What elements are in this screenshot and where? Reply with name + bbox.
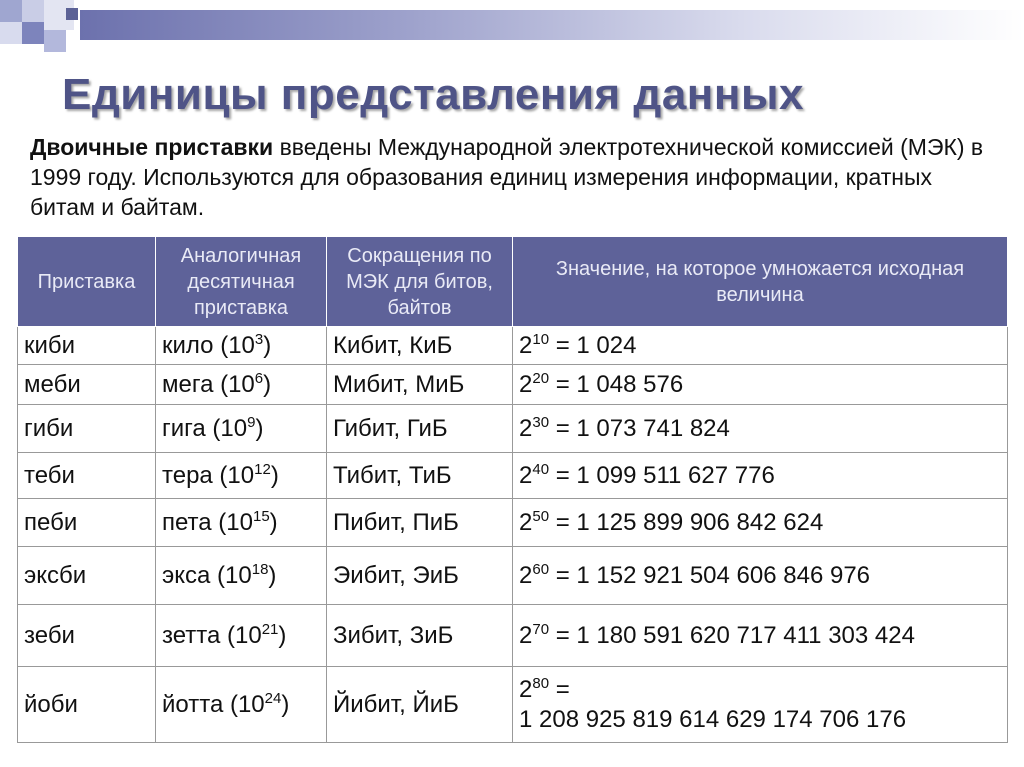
cell-prefix: йоби: [18, 667, 156, 743]
cell-multiplier-value: $2^{30} = 1$ 073 741 824: [513, 405, 1008, 453]
decor-square: [66, 8, 78, 20]
table-row: [18, 547, 1008, 605]
decimal-prefix-name: тера: [162, 461, 213, 489]
cell-iec-abbreviation: Мибит, МиБ: [327, 365, 513, 405]
cell-prefix: гиби: [18, 405, 156, 453]
multiplier-result: = 1 073 741 824: [549, 414, 730, 442]
cell-prefix: меби: [18, 365, 156, 405]
power-exponent: 70: [532, 620, 550, 638]
cell-iec-abbreviation: Кибит, КиБ: [327, 327, 513, 365]
multiplier-result: = 1 024: [549, 331, 637, 359]
header-prefix: Приставка: [18, 237, 156, 327]
decimal-exponent: 24: [264, 689, 282, 707]
decimal-prefix-name: кило: [162, 331, 214, 359]
decimal-prefix-name: пета: [162, 508, 212, 536]
cell-decimal-prefix: тера $(10^{12})$: [156, 453, 327, 499]
table-row: [18, 405, 1008, 453]
multiplier-result: = 1 152 921 504 606 846 976: [549, 561, 871, 589]
table-header-row: [18, 237, 1008, 327]
decimal-exponent: 18: [251, 560, 269, 578]
cell-multiplier-value: $2^{40} = 1$ 099 511 627 776: [513, 453, 1008, 499]
decimal-prefix-name: йотта: [162, 690, 224, 718]
power-exponent: 80: [532, 674, 550, 692]
multiplier-result: = 1 180 591 620 717 411 303 424: [549, 621, 915, 649]
power-exponent: 40: [532, 460, 550, 478]
cell-decimal-prefix: гига $(10^9)$: [156, 405, 327, 453]
cell-prefix: киби: [18, 327, 156, 365]
decor-square: [0, 0, 22, 22]
table-row: [18, 453, 1008, 499]
decimal-exponent: 15: [252, 507, 270, 525]
cell-iec-abbreviation: Эибит, ЭиБ: [327, 547, 513, 605]
cell-prefix: пеби: [18, 499, 156, 547]
multiplier-result: = 1 208 925 819 614 629 174 706 176: [519, 675, 907, 733]
decimal-exponent: 21: [261, 620, 279, 638]
intro-bold-term: Двоичные приставки: [30, 134, 274, 160]
prefix-table: [17, 236, 1008, 743]
intro-text: введены Международной электротехнической комиссией (МЭК) в 1999 году. Используются для образования единиц измерения информации, кратных битам и байтам.: [30, 134, 984, 220]
decor-square: [0, 22, 22, 44]
cell-multiplier-value: $2^{10} = 1$ 024: [513, 327, 1008, 365]
cell-decimal-prefix: зетта $(10^{21})$: [156, 605, 327, 667]
cell-multiplier-value: $2^{50} = 1$ 125 899 906 842 624: [513, 499, 1008, 547]
decimal-exponent: 6: [254, 369, 264, 387]
power-exponent: 50: [532, 507, 550, 525]
cell-iec-abbreviation: Зибит, ЗиБ: [327, 605, 513, 667]
power-exponent: 20: [532, 369, 550, 387]
multiplier-result: = 1 048 576: [549, 370, 684, 398]
header-decimal-prefix: Аналогичная десятичная приставка: [156, 237, 327, 327]
cell-decimal-prefix: кило $(10^3)$: [156, 327, 327, 365]
cell-multiplier-value: $2^{60} = 1$ 152 921 504 606 846 976: [513, 547, 1008, 605]
decimal-exponent: 3: [254, 330, 264, 348]
header-gradient-bar: [80, 10, 1024, 40]
cell-prefix: эксби: [18, 547, 156, 605]
decimal-prefix-name: гига: [162, 414, 206, 442]
decimal-prefix-name: экса: [162, 561, 211, 589]
cell-multiplier-value: $2^{70} = 1$ 180 591 620 717 411 303 424: [513, 605, 1008, 667]
cell-decimal-prefix: йотта $(10^{24})$: [156, 667, 327, 743]
cell-decimal-prefix: экса $(10^{18})$: [156, 547, 327, 605]
cell-iec-abbreviation: Пибит, ПиБ: [327, 499, 513, 547]
header-iec-abbreviation: Сокращения по МЭК для битов, байтов: [327, 237, 513, 327]
cell-multiplier-value: $2^{20} = 1$ 048 576: [513, 365, 1008, 405]
decimal-exponent: 9: [247, 413, 256, 431]
intro-paragraph: [30, 132, 990, 222]
table-row: [18, 327, 1008, 365]
table-row: [18, 667, 1008, 743]
header-multiplier-value: Значение, на которое умножается исходная величина: [513, 237, 1008, 327]
page-title: Единицы представления данных: [62, 70, 804, 119]
decimal-exponent: 12: [254, 460, 271, 478]
cell-iec-abbreviation: Гибит, ГиБ: [327, 405, 513, 453]
decor-square: [22, 22, 44, 44]
decimal-prefix-name: зетта: [162, 621, 221, 649]
table-row: [18, 499, 1008, 547]
cell-iec-abbreviation: Йибит, ЙиБ: [327, 667, 513, 743]
multiplier-result: = 1 099 511 627 776: [549, 461, 775, 489]
cell-prefix: зеби: [18, 605, 156, 667]
power-exponent: 60: [532, 560, 550, 578]
cell-prefix: теби: [18, 453, 156, 499]
table-row: [18, 605, 1008, 667]
decor-square: [22, 0, 44, 22]
cell-iec-abbreviation: Тибит, ТиБ: [327, 453, 513, 499]
power-exponent: 10: [532, 330, 550, 348]
cell-multiplier-value: $2^{80}$ = 1 208 925 819 614 629 174 706 176: [513, 667, 1008, 743]
decimal-prefix-name: мега: [162, 370, 214, 398]
decor-square: [44, 30, 66, 52]
table-row: [18, 365, 1008, 405]
cell-decimal-prefix: пета $(10^{15})$: [156, 499, 327, 547]
cell-decimal-prefix: мега $(10^6)$: [156, 365, 327, 405]
multiplier-result: = 1 125 899 906 842 624: [549, 508, 824, 536]
power-exponent: 30: [532, 413, 550, 431]
